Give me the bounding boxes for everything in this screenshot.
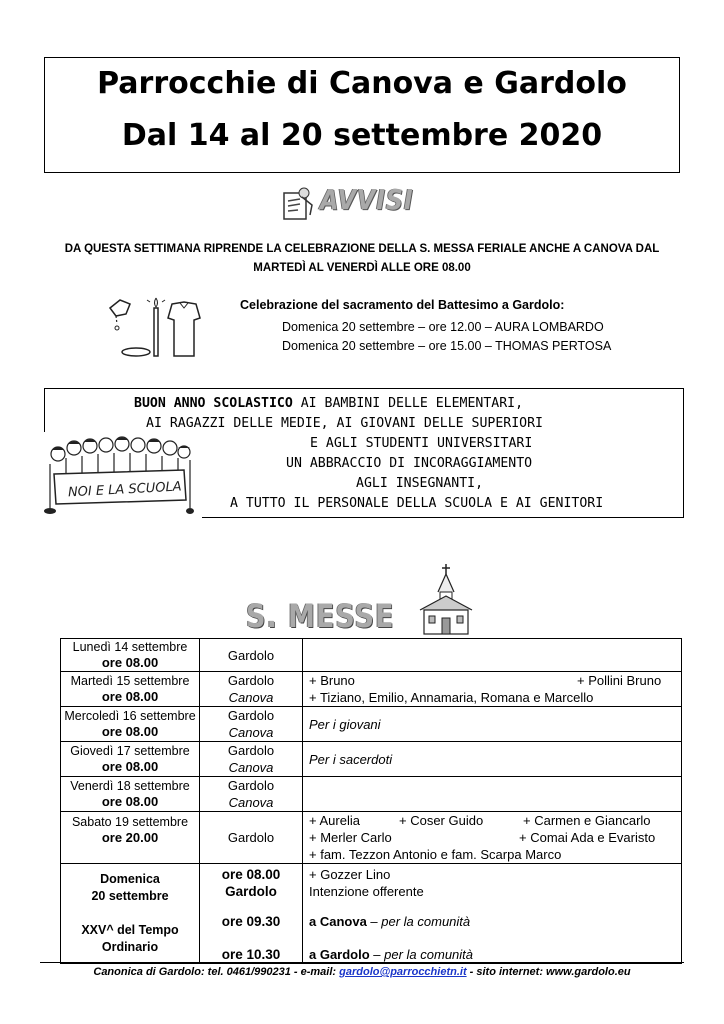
day-cell: Domenica 20 settembre XXV^ del Tempo Ordinario: [61, 864, 200, 964]
table-row: [61, 639, 682, 672]
intention-cell: + Aurelia + Coser Guido + Carmen e Giancarlo + Merler Carlo + Comai Ada e Evaristo + fam. Tezzon Antonio e fam. Scarpa Marco: [303, 812, 682, 864]
baptism-line: Domenica 20 settembre – ore 12.00 – AURA LOMBARDO: [282, 320, 604, 334]
baptism-line: Domenica 20 settembre – ore 15.00 – THOMAS PERTOSA: [282, 339, 612, 353]
intention-cell: Per i giovani: [303, 707, 682, 742]
day-cell: Martedì 15 settembre ore 08.00: [61, 672, 200, 707]
day-cell: Sabato 19 settembre ore 20.00: [61, 812, 200, 864]
intention-cell: Per i sacerdoti: [303, 742, 682, 777]
page-title: Parrocchie di Canova e Gardolo: [97, 66, 627, 101]
table-row: [61, 672, 682, 707]
table-row: [61, 777, 682, 812]
table-row: [61, 742, 682, 777]
title-box: [44, 57, 680, 173]
place-cell: Gardolo Canova: [200, 742, 303, 777]
place-cell: Gardolo: [200, 812, 303, 864]
school-line: UN ABBRACCIO DI INCORAGGIAMENTO: [286, 456, 533, 471]
banner-text: NOI E LA SCUOLA: [67, 479, 183, 501]
page-subtitle-dates: Dal 14 al 20 settembre 2020: [121, 118, 603, 153]
avvisi-header: [282, 183, 432, 221]
intention-cell: [303, 777, 682, 812]
church-icon: [416, 562, 476, 636]
school-line: BUON ANNO SCOLASTICO AI BAMBINI DELLE ELEMENTARI,: [134, 396, 524, 411]
notice-line: MARTEDÌ AL VENERDÌ ALLE ORE 08.00: [253, 262, 471, 274]
place-cell: Gardolo Canova: [200, 707, 303, 742]
mass-schedule-table: [60, 638, 682, 964]
school-line: AGLI INSEGNANTI,: [356, 476, 484, 491]
email-link[interactable]: gardolo@parrocchietn.it: [339, 966, 467, 978]
day-cell: Lunedì 14 settembre ore 08.00: [61, 639, 200, 672]
messe-title: S. MESSE: [246, 597, 395, 635]
intention-cell: [303, 639, 682, 672]
school-line: E AGLI STUDENTI UNIVERSITARI: [310, 436, 533, 451]
intention-cell: + Bruno + Pollini Bruno + Tiziano, Emilio, Annamaria, Romana e Marcello: [303, 672, 682, 707]
day-cell: Mercoledì 16 settembre ore 08.00: [61, 707, 200, 742]
announcer-icon: [282, 185, 316, 221]
children-banner-illustration: [44, 436, 194, 516]
place-cell: Gardolo Canova: [200, 777, 303, 812]
time-cell: ore 08.00 Gardolo ore 09.30 ore 10.30: [200, 864, 303, 964]
table-row-sunday: [61, 864, 682, 964]
place-cell: Gardolo: [200, 639, 303, 672]
table-row: [61, 707, 682, 742]
avvisi-title: AVVISI: [320, 183, 414, 216]
school-line: AI RAGAZZI DELLE MEDIE, AI GIOVANI DELLE SUPERIORI: [146, 416, 543, 431]
school-line: A TUTTO IL PERSONALE DELLA SCUOLA E AI GENITORI: [230, 496, 604, 511]
day-cell: Giovedì 17 settembre ore 08.00: [61, 742, 200, 777]
notice-line: DA QUESTA SETTIMANA RIPRENDE LA CELEBRAZIONE DELLA S. MESSA FERIALE ANCHE A CANOVA DAL: [64, 243, 660, 255]
intention-cell: + Gozzer Lino Intenzione offerente a Canova – per la comunità a Gardolo – per la comunità: [303, 864, 682, 964]
mass-notice: [40, 240, 684, 278]
day-cell: Venerdì 18 settembre ore 08.00: [61, 777, 200, 812]
baptism-title: Celebrazione del sacramento del Battesimo a Gardolo:: [240, 298, 565, 312]
place-cell: Gardolo Canova: [200, 672, 303, 707]
baptism-icon: [106, 294, 202, 364]
footer-contacts: Canonica di Gardolo: tel. 0461/990231 - e-mail: gardolo@parrocchietn.it - sito internet: www.gardolo.eu: [40, 962, 684, 978]
table-row: [61, 812, 682, 864]
